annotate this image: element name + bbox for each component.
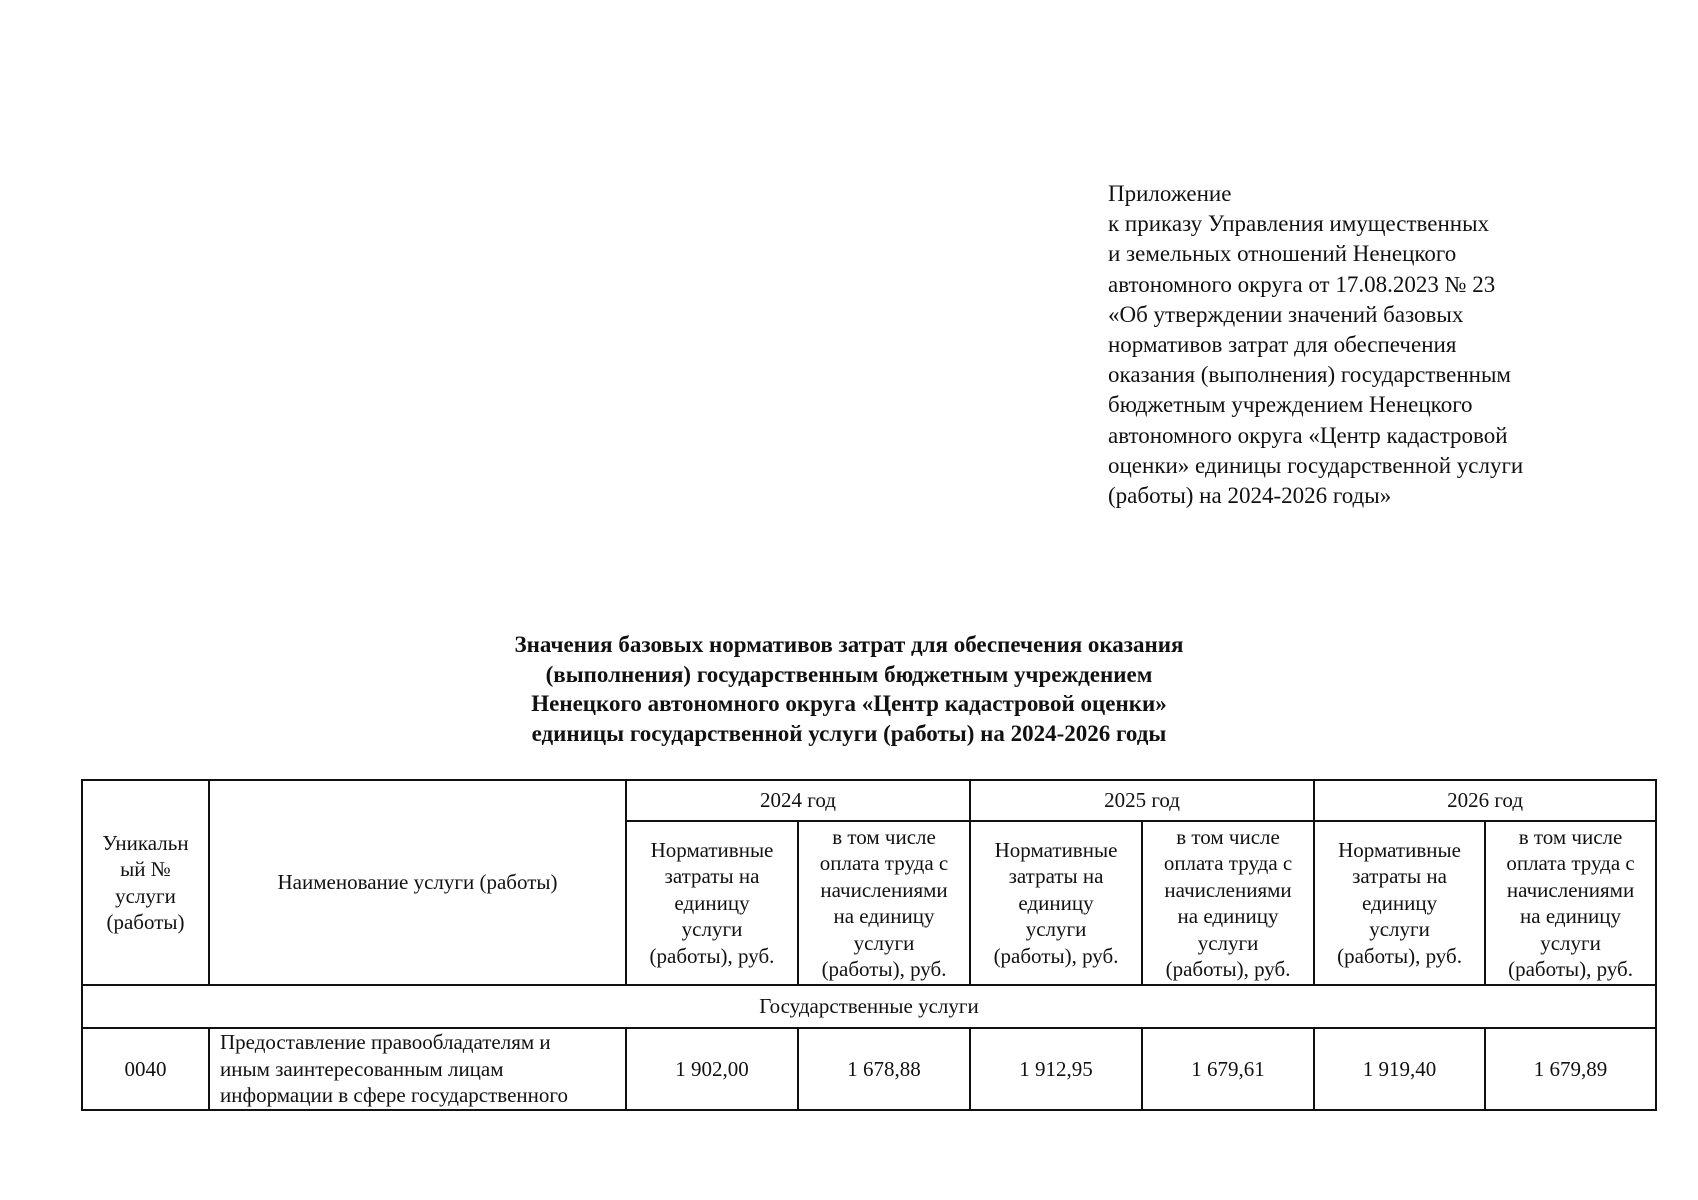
header-cost-2026 [1314, 821, 1485, 985]
header-text: услуги [853, 930, 915, 955]
header-text: услуги [1369, 917, 1430, 942]
service-name-line: Предоставление правообладателям и [220, 1030, 551, 1054]
header-text: (работы), руб. [993, 943, 1119, 968]
header-text: затраты на [664, 864, 760, 889]
header-text: на единицу [833, 904, 935, 928]
header-text: начислениями [1506, 877, 1635, 902]
labor-2026: 1 679,89 [1485, 1028, 1656, 1110]
labor-2025: 1 679,61 [1142, 1028, 1314, 1110]
appendix-line: оценки» единицы государственной услуги [1108, 452, 1524, 478]
appendix-line: бюджетным учреждением Ненецкого [1108, 392, 1473, 418]
header-text: затраты на [1008, 864, 1104, 889]
header-unique-number [82, 780, 209, 985]
header-row-years [82, 780, 1656, 821]
header-text: услуги [1025, 917, 1087, 942]
header-text: оплата труда с [1506, 851, 1635, 875]
appendix-line: «Об утверждении значений базовых [1108, 301, 1464, 327]
cost-2025: 1 912,95 [970, 1028, 1142, 1110]
appendix-line: оказания (выполнения) государственным [1108, 362, 1511, 388]
header-text: начислениями [820, 877, 948, 902]
appendix-line: автономного округа от 17.08.2023 № 23 [1108, 271, 1496, 297]
header-text: Уникальн [102, 830, 189, 855]
header-text: услуги [1197, 930, 1259, 955]
header-text: услуги [1540, 930, 1601, 955]
appendix-block [1108, 179, 1628, 511]
header-text: услуги [681, 917, 743, 942]
header-text: (работы), руб. [821, 957, 947, 981]
title-line: Ненецкого автономного округа «Центр кадастровой оценки» [531, 691, 1167, 716]
section-row [82, 985, 1656, 1028]
appendix-line: нормативов затрат для обеспечения [1108, 332, 1457, 358]
header-labor-2026 [1485, 821, 1656, 985]
header-text: (работы), руб. [1508, 957, 1633, 981]
header-text: единицу [1018, 890, 1094, 915]
header-cost-2024 [626, 821, 798, 985]
service-name-line: информации в сфере государственного [220, 1083, 568, 1107]
header-labor-2024 [798, 821, 970, 985]
cost-2026: 1 919,40 [1314, 1028, 1485, 1110]
table-row [82, 1028, 1656, 1110]
header-text: на единицу [1177, 904, 1279, 928]
header-year-2024: 2024 год [626, 780, 970, 821]
title-line: единицы государственной услуги (работы) на 2024-2026 годы [531, 720, 1167, 746]
header-text: услуги [115, 883, 176, 908]
appendix-line: и земельных отношений Ненецкого [1108, 241, 1457, 267]
header-text: единицу [674, 890, 750, 915]
header-text: единицу [1361, 890, 1438, 915]
appendix-line: (работы) на 2024-2026 годы» [1108, 483, 1392, 509]
header-text: оплата труда с [819, 851, 949, 875]
header-year-2025: 2025 год [970, 780, 1314, 821]
header-text: (работы) [106, 910, 185, 934]
service-name [209, 1028, 626, 1110]
header-text: (работы), руб. [649, 943, 775, 968]
header-labor-2025 [1142, 821, 1314, 985]
header-text: Нормативные [650, 837, 774, 862]
title-line: Значения базовых нормативов затрат для обеспечения оказания [514, 632, 1184, 657]
header-cost-2025 [970, 821, 1142, 985]
appendix-line: Приложение [1108, 181, 1232, 206]
header-service-name: Наименование услуги (работы) [209, 780, 626, 985]
header-text: Нормативные [1338, 837, 1461, 862]
appendix-line: автономного округа «Центр кадастровой [1108, 422, 1508, 448]
header-text: на единицу [1520, 904, 1622, 928]
header-text: (работы), руб. [1165, 957, 1291, 981]
header-text: ый № [120, 857, 171, 881]
header-text: в том числе [832, 824, 936, 849]
cost-2024: 1 902,00 [626, 1028, 798, 1110]
header-text: в том числе [1518, 824, 1623, 849]
header-text: (работы), руб. [1337, 943, 1462, 968]
header-text: Нормативные [994, 837, 1118, 862]
header-text: начислениями [1164, 877, 1292, 902]
labor-2024: 1 678,88 [798, 1028, 970, 1110]
service-code: 0040 [82, 1028, 209, 1110]
service-name-line: иным заинтересованным лицам [220, 1056, 504, 1081]
appendix-line: к приказу Управления имущественных [1108, 211, 1490, 237]
header-year-2026: 2026 год [1314, 780, 1656, 821]
document-title [300, 630, 1398, 748]
norms-table [81, 779, 1657, 1111]
section-title: Государственные услуги [82, 985, 1656, 1028]
header-text: в том числе [1176, 824, 1280, 849]
header-text: оплата труда с [1163, 851, 1293, 875]
title-line: (выполнения) государственным бюджетным учреждением [545, 661, 1153, 687]
header-text: затраты на [1352, 864, 1447, 889]
